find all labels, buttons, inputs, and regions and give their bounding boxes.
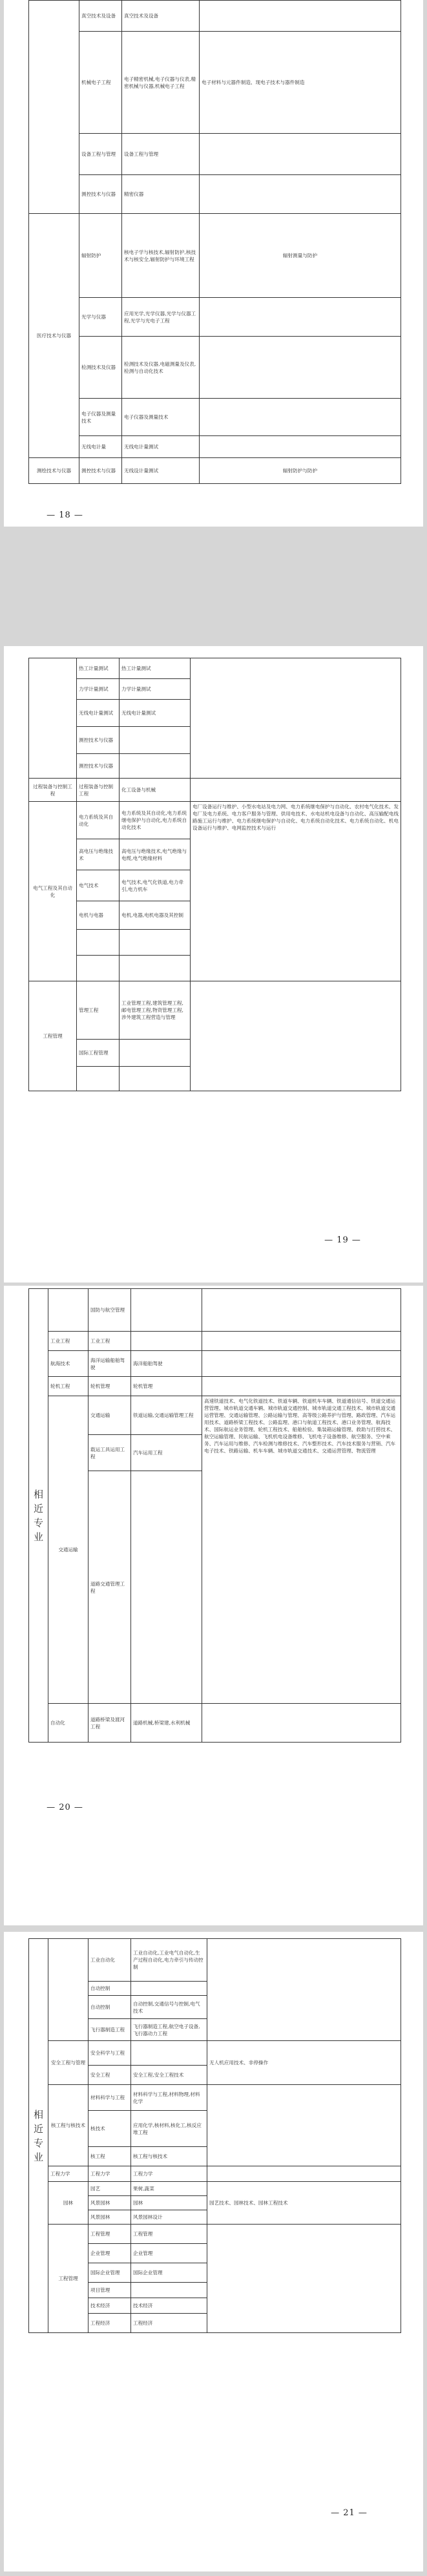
cell-sub: 机械电子工程 bbox=[79, 32, 122, 134]
cell-category-b: 医疗技术与仪器 bbox=[29, 214, 79, 458]
page-21 bbox=[4, 1932, 423, 2571]
cell-majors: 核电子学与核技术,辐射防护,核技术与核安全,辐射防护与环境工程 bbox=[122, 214, 200, 298]
cell-sub: 辐射防护 bbox=[79, 214, 122, 298]
cell-majors: 无线电计量测试 bbox=[122, 436, 200, 458]
cell-related: 无人机应用技术、非停操作 bbox=[207, 2041, 401, 2085]
cell-category: 过程装备与控制工程 bbox=[29, 779, 77, 802]
cell-majors: 核工程与核技术 bbox=[131, 2147, 207, 2166]
cell-majors: 化工设备与机械 bbox=[120, 779, 191, 802]
cell-category bbox=[29, 658, 77, 779]
cell-majors: 汽车运用工程 bbox=[131, 1435, 202, 1471]
cell-category: 工业工程 bbox=[48, 1332, 89, 1351]
cell-sub: 风景园林 bbox=[89, 2196, 131, 2210]
cell-related bbox=[200, 436, 401, 458]
cell-majors: 轮机管理 bbox=[131, 1377, 202, 1396]
cell-sub: 核技术 bbox=[89, 2111, 131, 2147]
cell-category-c: 测绘技术与仪器 bbox=[29, 458, 79, 484]
cell-sub: 工业自动化 bbox=[89, 1939, 131, 1982]
cell-related bbox=[202, 1704, 401, 1743]
cell-majors: 应用化学,核材料,核化工,核反应堆工程 bbox=[131, 2111, 207, 2147]
cell-sub: 力学计量测试 bbox=[77, 679, 120, 700]
cell-sub: 自动控制 bbox=[89, 1996, 131, 2019]
cell-sub: 电子仪器及测量技术 bbox=[79, 399, 122, 436]
cell-majors: 电机,电器,电机电器及其控制 bbox=[120, 901, 191, 930]
cell-category: 安全工程与管理 bbox=[48, 2041, 89, 2085]
cell-category bbox=[48, 1289, 89, 1332]
cell-related: 辐射测量与防护 bbox=[200, 214, 401, 298]
cell-majors: 铁道运输,交通运输管理工程 bbox=[131, 1396, 202, 1435]
cell-majors bbox=[120, 1067, 191, 1091]
cell-sub: 电力系统及其自动化 bbox=[77, 802, 120, 839]
cell-sub: 载运工具运用工程 bbox=[89, 1435, 131, 1471]
cell-majors bbox=[120, 930, 191, 956]
cell-majors: 无线电计量测试 bbox=[120, 700, 191, 727]
cell-sub: 企业管理 bbox=[89, 2244, 131, 2263]
cell-sub: 工程管理 bbox=[89, 2225, 131, 2244]
cell-related bbox=[200, 134, 401, 175]
cell-related bbox=[207, 2085, 401, 2166]
cell-related bbox=[191, 981, 401, 1091]
cell-majors bbox=[120, 1040, 191, 1067]
cell-sub: 工程力学 bbox=[89, 2166, 131, 2182]
cell-majors: 园林 bbox=[131, 2196, 207, 2210]
cell-related bbox=[207, 1939, 401, 2041]
cell-sub: 电机与电器 bbox=[77, 901, 120, 930]
page-number: — 18 — bbox=[47, 510, 83, 520]
cell-related bbox=[207, 2225, 401, 2333]
cell-category bbox=[48, 1939, 89, 2041]
cell-sub: 电气技术 bbox=[77, 870, 120, 901]
cell-category: 交通运输 bbox=[48, 1396, 89, 1704]
cell-majors: 检测技术及仪器,电磁测量及仪表,检测与自动化技术 bbox=[122, 337, 200, 399]
cell-majors: 道路机械,桥梁建,水利机械 bbox=[131, 1704, 202, 1743]
cell-majors: 真空技术及设备 bbox=[122, 1, 200, 32]
cell-related bbox=[202, 1289, 401, 1332]
cell-majors bbox=[120, 727, 191, 754]
cell-majors: 无线设计量测试 bbox=[122, 458, 200, 484]
cell-majors bbox=[131, 1289, 202, 1332]
cell-majors bbox=[120, 754, 191, 779]
cell-majors: 自动控制,交通信号与控制,电气技术 bbox=[131, 1996, 207, 2019]
page-number: — 20 — bbox=[47, 1803, 83, 1812]
cell-sub: 国际工程管理 bbox=[77, 1040, 120, 1067]
cell-majors bbox=[131, 2041, 207, 2066]
page-number: — 19 — bbox=[324, 1235, 361, 1245]
cell-sub: 测控技术与仪器 bbox=[79, 458, 122, 484]
cell-sub: 安全科学与工程 bbox=[89, 2041, 131, 2066]
cell-sub: 交通运输 bbox=[89, 1396, 131, 1435]
page-19 bbox=[4, 646, 423, 1283]
cell-side-label: 相近专业 bbox=[29, 1289, 48, 1743]
cell-category: 园林 bbox=[48, 2182, 89, 2225]
cell-category: 电气工程及其自动化 bbox=[29, 802, 77, 981]
cell-sub: 检测技术及仪器 bbox=[79, 337, 122, 399]
cell-related bbox=[200, 399, 401, 436]
major-table-p18 bbox=[28, 0, 401, 484]
cell-sub: 项目管理 bbox=[89, 2283, 131, 2298]
cell-majors: 风景园林设计 bbox=[131, 2210, 207, 2225]
cell-majors: 应用光学,光学仪器,光学与仪器工程,光学与光电子工程 bbox=[122, 298, 200, 337]
cell-majors bbox=[131, 2283, 207, 2298]
cell-sub: 测控技术与仪器 bbox=[77, 754, 120, 779]
cell-sub: 安全工程 bbox=[89, 2066, 131, 2085]
cell-sub: 热工计量测试 bbox=[77, 658, 120, 679]
major-table-p21 bbox=[28, 1938, 401, 2333]
cell-sub: 无线电计量 bbox=[79, 436, 122, 458]
cell-sub: 真空技术及设备 bbox=[79, 1, 122, 32]
cell-side-label: 相近专业 bbox=[29, 1939, 48, 2333]
cell-category: 航海技术 bbox=[48, 1351, 89, 1377]
cell-majors: 精密仪器 bbox=[122, 175, 200, 214]
cell-majors: 海洋船舶驾驶 bbox=[131, 1351, 202, 1377]
cell-category: 自动化 bbox=[48, 1704, 89, 1743]
cell-sub bbox=[77, 930, 120, 956]
page-18 bbox=[4, 0, 423, 527]
cell-sub: 自动控制 bbox=[89, 1982, 131, 1996]
cell-majors: 材料科学与工程,材料物理,材料化学 bbox=[131, 2085, 207, 2111]
cell-related: 高速铁道技术、电气化铁道技术、铁道车辆、铁道机车车辆、铁道通信信号、铁道交通运营管理、城市轨道交通车辆、城市轨道交通控制、城市轨道交通工程技术、城市轨道交通运营管理、交通运输管理、公路运输与管理、高等级公路养护与管理、路政管理、汽车运用技术、道路桥梁工程技术、公路监理、港口与航道工程技术、港口业务管理、航海技术、国际航运业务管理、轮机工程技术、船舶检验、集装箱运输管理、救助与打捞技术、航空运输管理、民航运输、飞机机电设备维修、飞机电子设备维修、航空服务、空中乘务、汽车运用与维修、汽车检测与维修技术、汽车整形技术、汽车技术服务与营销、汽车电子技术、铁路运输、机车车辆、城市轨道交通技术、交通运营管理、物流管理 bbox=[202, 1396, 401, 1704]
cell-sub: 管理工程 bbox=[77, 981, 120, 1040]
cell-related: 电厂设备运行与维护、小型水电站及电力网、电力系统继电保护与自动化、农村电气化技术、发电厂及电力系统、电力客户服务与管理、供用电技术、水电站机电设备与自动化、高压输配电线路施工运行与维护、电力系统继电保护与自动化、电力系统自动化技术、电力系统自动化、机电设备运行与维护、电网监控技术与运行 bbox=[191, 802, 401, 981]
cell-sub: 道路交通管理工程 bbox=[89, 1471, 131, 1704]
cell-sub: 测控技术与仪器 bbox=[77, 727, 120, 754]
cell-sub: 海洋运输船舶驾驶 bbox=[89, 1351, 131, 1377]
cell-sub: 光学与仪器 bbox=[79, 298, 122, 337]
page-number: — 21 — bbox=[331, 2508, 368, 2518]
cell-majors: 电子精密机械,电子仪器与仪表,精密机械与仪器,机械电子工程 bbox=[122, 32, 200, 134]
cell-category-a bbox=[29, 1, 79, 214]
cell-category: 工程力学 bbox=[48, 2166, 89, 2182]
cell-sub: 工业工程 bbox=[89, 1332, 131, 1351]
cell-sub bbox=[77, 956, 120, 981]
cell-related: 电子材料与元器件制造、现电子技术与器件制造 bbox=[200, 32, 401, 134]
cell-majors: 工业管理工程,建筑管理工程,邮电管理工程,物资管理工程,涉外建筑工程营造与管理 bbox=[120, 981, 191, 1040]
cell-majors: 热工计量测试 bbox=[120, 658, 191, 679]
major-table-p20 bbox=[28, 1288, 401, 1743]
cell-sub: 设备工程与管理 bbox=[79, 134, 122, 175]
cell-sub: 道路桥梁及渡河工程 bbox=[89, 1704, 131, 1743]
page-20 bbox=[4, 1286, 423, 1925]
cell-majors: 高电压与绝缘技术,电气绝缘与电缆,电气绝缘材料 bbox=[120, 839, 191, 870]
cell-related bbox=[202, 1332, 401, 1351]
cell-category: 工程管理 bbox=[29, 981, 77, 1091]
cell-related bbox=[207, 2166, 401, 2182]
cell-majors: 企业管理 bbox=[131, 2244, 207, 2263]
cell-sub: 轮机管理 bbox=[89, 1377, 131, 1396]
cell-related: 辐射防护与防护 bbox=[200, 458, 401, 484]
cell-related bbox=[191, 658, 401, 779]
cell-majors bbox=[131, 1471, 202, 1704]
cell-sub: 飞行器制造工程 bbox=[89, 2019, 131, 2041]
cell-majors: 工程力学 bbox=[131, 2166, 207, 2182]
cell-majors: 力学计量测试 bbox=[120, 679, 191, 700]
cell-category: 核工程与核技术 bbox=[48, 2085, 89, 2166]
cell-related bbox=[200, 175, 401, 214]
cell-related bbox=[200, 1, 401, 32]
cell-majors: 设备工程与管理 bbox=[122, 134, 200, 175]
cell-category: 轮机工程 bbox=[48, 1377, 89, 1396]
cell-sub: 国际企业管理 bbox=[89, 2263, 131, 2283]
cell-related bbox=[200, 337, 401, 399]
cell-sub: 材料科学与工程 bbox=[89, 2085, 131, 2111]
cell-majors bbox=[120, 956, 191, 981]
cell-related bbox=[202, 1377, 401, 1396]
cell-majors: 工业自动化,工业电气自动化,生产过程自动化,电力牵引与传动控制 bbox=[131, 1939, 207, 1982]
cell-sub: 风景园林 bbox=[89, 2210, 131, 2225]
cell-related bbox=[202, 1351, 401, 1377]
cell-sub: 技术经济 bbox=[89, 2298, 131, 2314]
cell-majors: 果树,蔬菜 bbox=[131, 2182, 207, 2196]
cell-majors: 电子仪器及测量技术 bbox=[122, 399, 200, 436]
cell-sub: 过程装备与控制工程 bbox=[77, 779, 120, 802]
cell-related bbox=[191, 779, 401, 802]
cell-majors: 电气技术,电气化铁道,电力牵引,电力机车 bbox=[120, 870, 191, 901]
cell-category: 工程管理 bbox=[48, 2225, 89, 2333]
cell-sub: 工程经济 bbox=[89, 2314, 131, 2333]
cell-majors: 工程管理 bbox=[131, 2225, 207, 2244]
cell-related: 园艺技术、园林技术、园林工程技术 bbox=[207, 2182, 401, 2225]
cell-majors: 技术经济 bbox=[131, 2298, 207, 2314]
cell-majors: 工程经济 bbox=[131, 2314, 207, 2333]
cell-sub: 核工程 bbox=[89, 2147, 131, 2166]
cell-majors bbox=[131, 1332, 202, 1351]
cell-sub: 园艺 bbox=[89, 2182, 131, 2196]
major-table-p19 bbox=[28, 658, 401, 1091]
cell-majors: 国际企业管理 bbox=[131, 2263, 207, 2283]
cell-majors bbox=[131, 1982, 207, 1996]
cell-sub: 国防与航空管理 bbox=[89, 1289, 131, 1332]
cell-related bbox=[200, 298, 401, 337]
cell-sub bbox=[77, 1067, 120, 1091]
cell-sub: 测控技术与仪器 bbox=[79, 175, 122, 214]
cell-majors: 飞行器制造工程,航空电子设备,飞行器动力工程 bbox=[131, 2019, 207, 2041]
cell-majors: 电力系统及其自动化,电力系统继电保护与自动化,电力系统自动化技术 bbox=[120, 802, 191, 839]
cell-majors: 安全工程,安全工程技术 bbox=[131, 2066, 207, 2085]
cell-sub: 高电压与绝缘技术 bbox=[77, 839, 120, 870]
cell-sub: 无线电计量测试 bbox=[77, 700, 120, 727]
